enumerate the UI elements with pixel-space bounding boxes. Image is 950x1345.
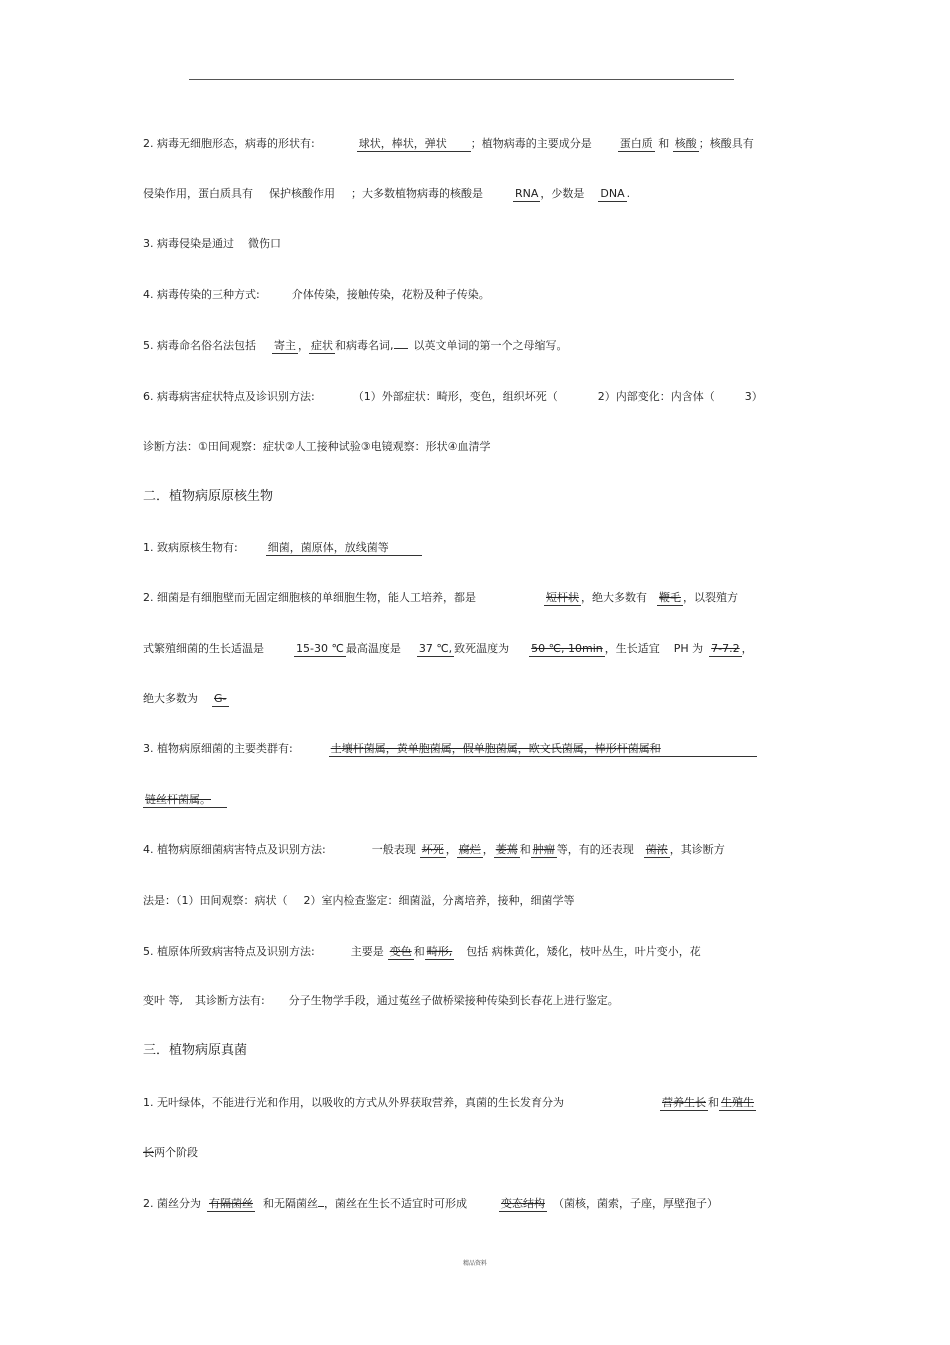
line-virus-diagnosis <box>143 440 490 454</box>
text: 5. 病毒命名俗名法包括 <box>143 339 256 352</box>
blank-answer: 坏死 <box>421 843 444 856</box>
text: 以英文单词的第一个之母缩写。 <box>413 339 568 352</box>
text: （1）外部症状：畸形，变色，组织坏死（ <box>352 390 558 403</box>
line-prokaryote-types <box>143 541 422 556</box>
text: 3. 病毒侵染是通过 <box>143 237 234 250</box>
footer-label: 精品资料 <box>462 1260 487 1267</box>
blank-answer: 萎蔫 <box>495 843 518 856</box>
line-fungi-growth <box>143 1096 756 1111</box>
text: 3） <box>744 390 763 403</box>
text: 绝大多数为 <box>143 692 198 705</box>
text: 2. 病毒无细胞形态，病毒的形状有: <box>143 137 315 150</box>
text: 和无隔菌丝 <box>263 1197 318 1210</box>
line-virus-naming <box>143 339 568 354</box>
line-bacteria-groups <box>143 742 757 757</box>
line-phytoplasma-symptoms <box>143 945 701 960</box>
text: 1. 无叶绿体，不能进行光和作用，以吸收的方式从外界获取营养，真菌的生长发育分为 <box>143 1096 564 1109</box>
blank-answer: 变色 <box>389 945 412 958</box>
text: ， <box>445 843 457 856</box>
section-heading-prokaryote: 二．植物病原原核生物 <box>143 489 274 504</box>
blank-answer: 营养生长 <box>662 1096 706 1109</box>
text: 其诊断方法有: <box>195 994 265 1007</box>
text: 式繁殖细菌的生长适温是 <box>143 642 264 655</box>
blank-answer: G- <box>214 692 227 705</box>
text: ， <box>482 843 494 856</box>
text: 和病毒名词, <box>335 339 394 352</box>
blank-answer: 链丝杆菌属。 <box>143 793 227 808</box>
line-bacteria-gram <box>143 692 229 707</box>
text: ；核酸具有 <box>698 137 754 150</box>
text: 诊断方法：①田间观察：症状②人工接种试验③电镜观察：形状④血清学 <box>143 440 491 453</box>
line-virus-shape <box>143 137 754 152</box>
line-bacteria-definition <box>143 591 738 606</box>
text: 微伤口 <box>248 237 281 250</box>
text: 2. 菌丝分为 <box>143 1197 201 1210</box>
blank-answer: 症状 <box>311 339 333 352</box>
blank-answer: 寄主 <box>274 339 296 352</box>
text: 2. 细菌是有细胞壁而无固定细胞核的单细胞生物，能人工培养，都是 <box>143 591 476 604</box>
blank-answer: RNA <box>515 187 539 200</box>
text: 2）内部变化：内含体（ <box>597 390 715 403</box>
text: ， <box>741 642 753 655</box>
text: 介体传染，接触传染，花粉及种子传染。 <box>291 288 490 301</box>
text: ，其诊断方 <box>669 843 725 856</box>
blank-answer: 变态结构 <box>501 1197 545 1210</box>
text: 1. 致病原核生物有: <box>143 541 238 554</box>
text: . <box>626 187 631 200</box>
blank-answer: 短杆状 <box>546 591 579 604</box>
line-fungi-hyphae <box>143 1197 718 1212</box>
text: 致死温度为 <box>454 642 510 655</box>
blank-answer: 蛋白质 <box>619 137 653 150</box>
text: 侵染作用 <box>143 187 187 200</box>
blank-answer: DNA <box>600 187 625 200</box>
text: PH 为 <box>673 642 704 655</box>
blank-answer: 球状，棒状，弹状 <box>357 137 471 152</box>
text: 等，有的还表现 <box>556 843 634 856</box>
blank-answer: 长 <box>143 1146 154 1159</box>
blank-answer: 肿瘤 <box>532 843 555 856</box>
text: 最高温度是 <box>345 642 401 655</box>
text: 两个阶段 <box>154 1146 198 1159</box>
line-bacteria-diagnosis <box>143 894 575 908</box>
blank-answer: 生殖生 <box>721 1096 754 1109</box>
text: 4. 植物病原细菌病害特点及识别方法: <box>143 843 326 856</box>
text: 4. 病毒传染的三种方式: <box>143 288 260 301</box>
text: ，菌丝在生长不适宜时可形成 <box>324 1197 467 1210</box>
text: 包括 病株黄化，矮化，枝叶丛生，叶片变小，花 <box>466 945 701 958</box>
text: 主要是 <box>350 945 384 958</box>
text: 一般表现 <box>371 843 416 856</box>
text: 法是：（1）田间观察：病状（ <box>143 894 288 907</box>
blank-answer: 土壤杆菌属，黄单胞菌属，假单胞菌属，欧文氏菌属，棒形杆菌属和 <box>329 742 757 757</box>
text: ，以裂殖方 <box>683 591 738 604</box>
blank-answer: 37 ℃, <box>418 642 453 655</box>
text: ，蛋白质具有 <box>187 187 253 200</box>
text: 5. 植原体所致病害特点及识别方法: <box>143 945 315 958</box>
blank-answer: 50 ℃, 10min <box>531 642 603 655</box>
blank-answer: 有隔菌丝 <box>209 1197 253 1210</box>
text: ，绝大多数有 <box>581 591 647 604</box>
text: ，生长适宜 <box>604 642 660 655</box>
text: 保护核酸作用 <box>269 187 335 200</box>
line-bacteria-groups-cont <box>143 793 227 808</box>
blank-answer: 菌浓 <box>645 843 668 856</box>
blank-answer: 腐烂 <box>458 843 481 856</box>
text: 3. 植物病原细菌的主要类群有: <box>143 742 293 755</box>
text: ；大多数植物病毒的核酸是 <box>351 187 483 200</box>
text: 和 <box>413 945 425 958</box>
line-virus-infection <box>143 237 281 251</box>
blank-answer: 15-30 ℃ <box>296 642 344 655</box>
blank-answer: 鞭毛 <box>659 591 681 604</box>
line-virus-function <box>143 187 630 202</box>
text: （菌核，菌索，子座，厚壁孢子） <box>553 1197 718 1210</box>
text: 和 <box>658 137 670 150</box>
blank-answer: 核酸 <box>674 137 697 150</box>
section-heading-fungi: 三．植物病原真菌 <box>143 1043 248 1058</box>
text: 变叶 等, <box>143 994 183 1007</box>
line-bacteria-temperature <box>143 642 753 657</box>
line-bacteria-symptoms <box>143 843 725 858</box>
text: 和 <box>708 1096 719 1109</box>
header-rule <box>189 79 734 80</box>
text: 6. 病毒病害症状特点及诊识别方法: <box>143 390 315 403</box>
text: ；植物病毒的主要成分是 <box>470 137 592 150</box>
line-phytoplasma-diagnosis <box>143 994 619 1008</box>
text: 分子生物学手段，通过菟丝子做桥梁接种传染到长春花上进行鉴定。 <box>288 994 619 1007</box>
text: ，少数是 <box>540 187 585 200</box>
line-fungi-growth-cont <box>143 1146 198 1160</box>
blank-answer: 细菌，菌原体，放线菌等 <box>266 541 422 556</box>
text: 和 <box>519 843 531 856</box>
line-virus-transmission <box>143 288 490 302</box>
line-virus-symptoms <box>143 390 763 404</box>
text: 2）室内检查鉴定：细菌溢，分离培养，接种，细菌学等 <box>303 894 575 907</box>
blank-answer: 畸形, <box>426 945 453 958</box>
blank-answer: 7-7.2 <box>711 642 740 655</box>
text: ， <box>298 339 309 352</box>
